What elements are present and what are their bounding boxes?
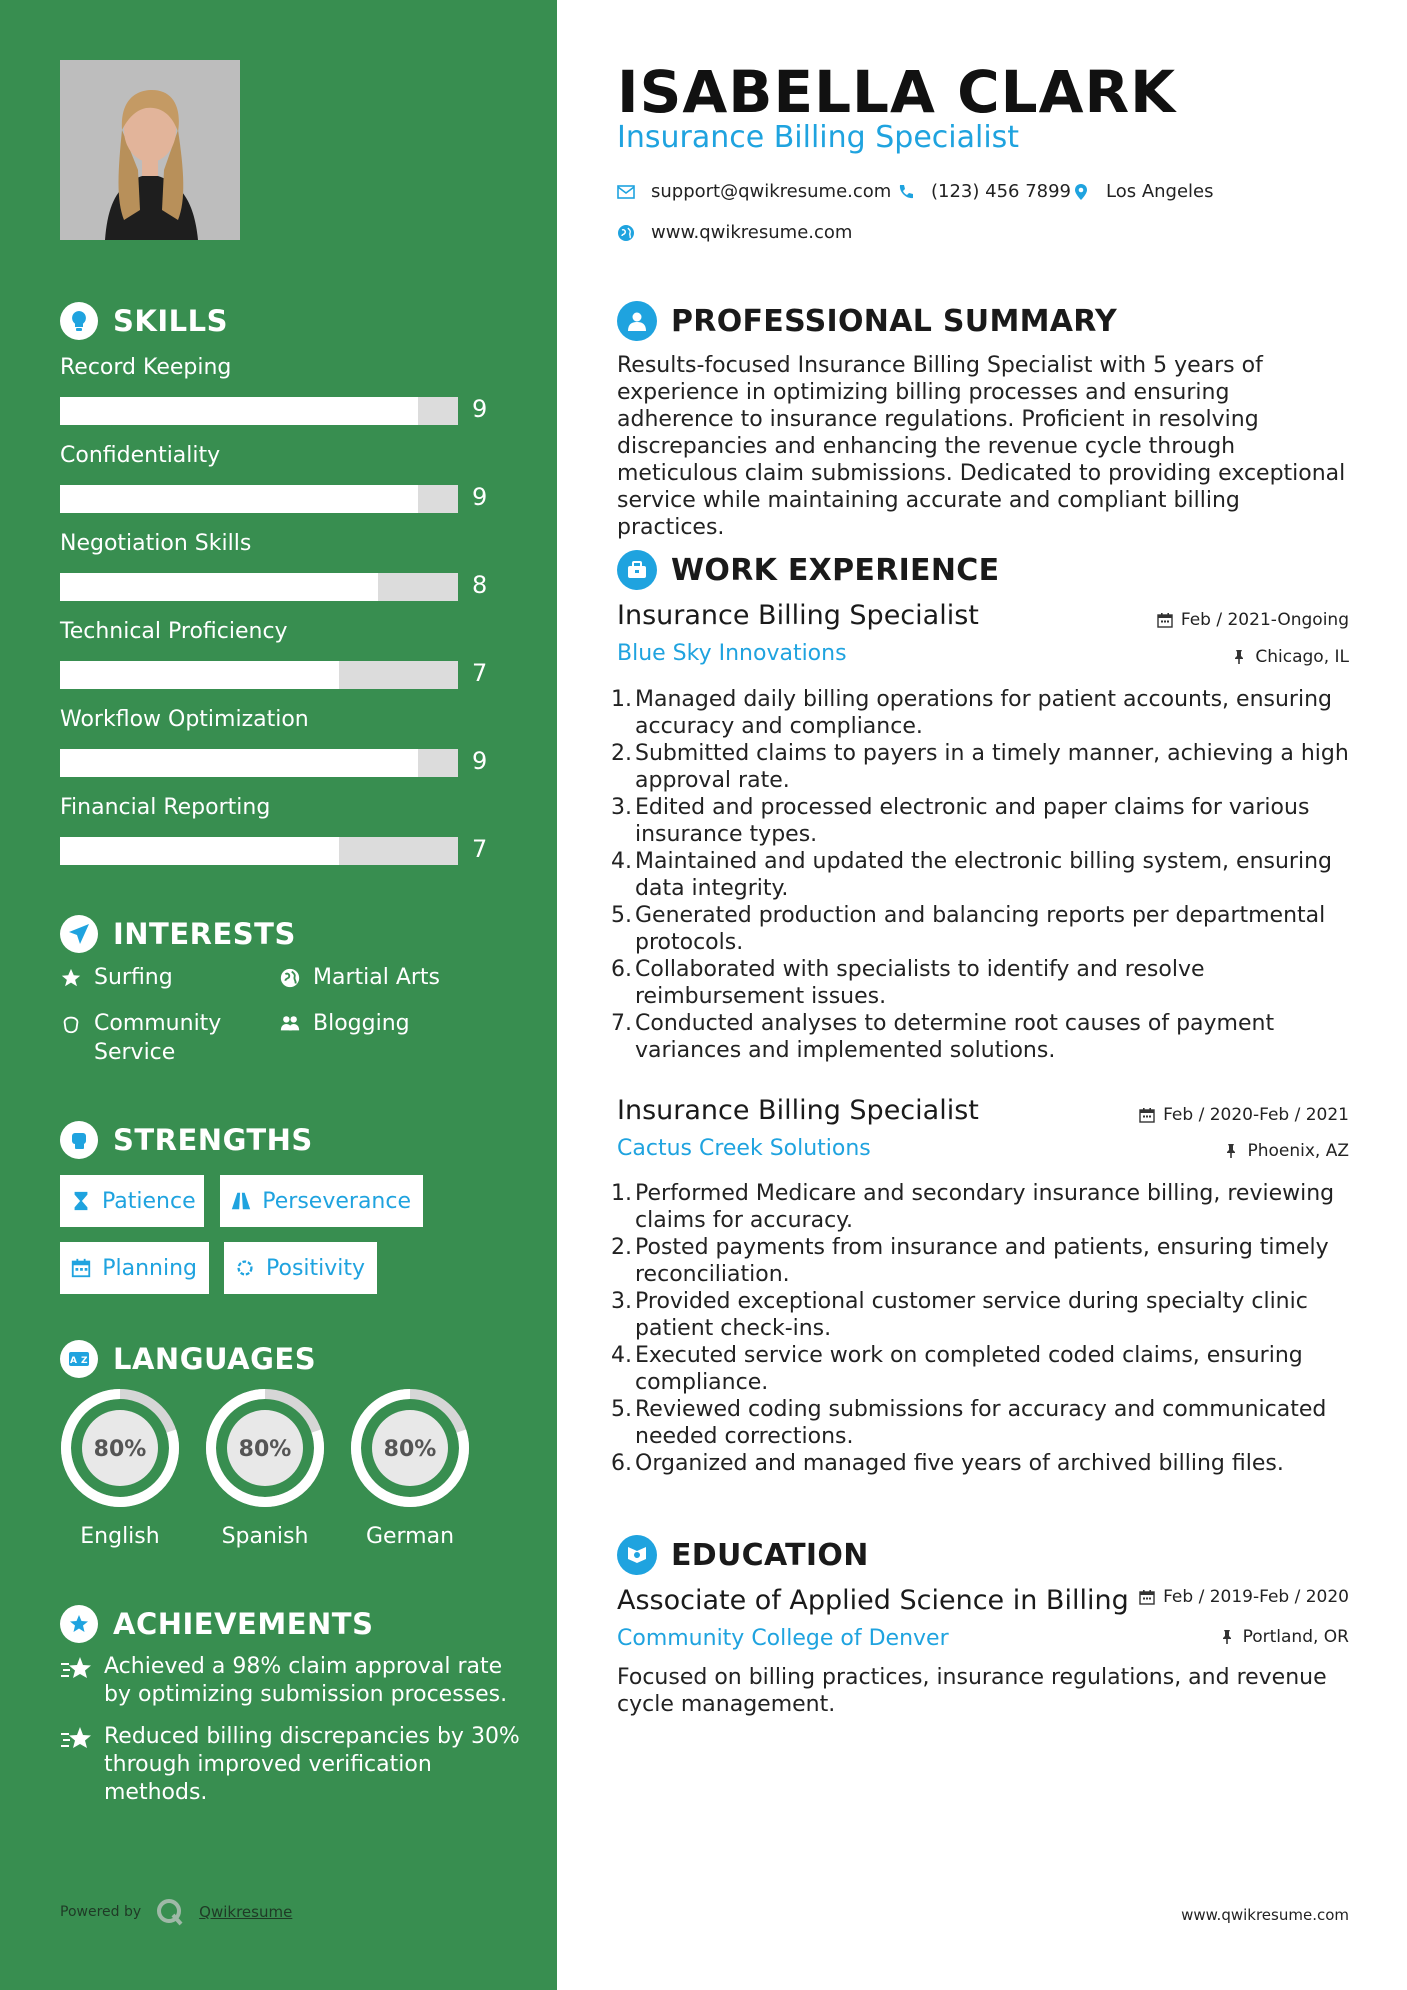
phone-text: (123) 456 7899	[931, 181, 1072, 202]
interest-item	[60, 963, 173, 992]
skill-name: Workflow Optimization	[60, 707, 309, 732]
education-dates-text: Feb / 2019-Feb / 2020	[1163, 1587, 1349, 1607]
skill-bar-fill	[60, 661, 339, 689]
company-name: Cactus Creek Solutions	[617, 1136, 871, 1161]
bullet-text: Performed Medicare and secondary insurance billing, reviewing claims for accuracy.	[635, 1181, 1335, 1233]
language-item	[58, 1386, 182, 1549]
skill-value: 7	[472, 659, 488, 687]
email-contact[interactable]	[617, 181, 891, 202]
envelope-icon	[617, 183, 635, 201]
experience-heading	[617, 550, 999, 590]
job-dates	[1157, 610, 1349, 630]
degree-title: Associate of Applied Science in Billing	[617, 1585, 1129, 1616]
bullet-number: 3.	[611, 1289, 632, 1314]
skill-bar	[60, 573, 458, 601]
job-location-text: Chicago, IL	[1255, 647, 1349, 667]
bullet-number: 2.	[611, 1235, 632, 1260]
translate-icon	[60, 1340, 98, 1378]
skill-bar-fill	[60, 749, 418, 777]
language-item	[203, 1386, 327, 1549]
website-text: www.qwikresume.com	[651, 222, 853, 243]
bullet-number: 7.	[611, 1011, 632, 1036]
skill-bar	[60, 485, 458, 513]
bullet-text: Posted payments from insurance and patients, ensuring timely reconciliation.	[635, 1235, 1329, 1287]
pushpin-icon	[1231, 649, 1247, 665]
school-name: Community College of Denver	[617, 1626, 949, 1651]
skill-item	[60, 705, 500, 775]
powered-by	[60, 1897, 292, 1927]
email-text: support@qwikresume.com	[651, 181, 892, 202]
skill-value: 9	[472, 483, 488, 511]
bullet-text: Maintained and updated the electronic billing system, ensuring data integrity.	[635, 849, 1332, 901]
skill-name: Record Keeping	[60, 355, 232, 380]
bullet-text: Executed service work on completed coded claims, ensuring compliance.	[635, 1343, 1303, 1395]
phone-icon	[897, 183, 915, 201]
job-location	[1231, 647, 1349, 667]
skill-bar	[60, 397, 458, 425]
interests-heading-label: INTERESTS	[113, 917, 296, 951]
strength-chip	[60, 1175, 204, 1227]
interest-item	[279, 1009, 410, 1038]
skills-heading	[60, 301, 228, 341]
language-name: Spanish	[221, 1524, 309, 1549]
calendar-icon	[1139, 1589, 1155, 1605]
sidebar	[0, 0, 557, 1990]
main-content	[611, 0, 1349, 1990]
skill-value: 8	[472, 571, 488, 599]
job-bullet	[611, 956, 1349, 1010]
interest-label: Martial Arts	[313, 965, 441, 990]
strength-chip	[220, 1175, 423, 1227]
job-bullet	[611, 740, 1349, 794]
job-bullet	[611, 1234, 1349, 1288]
summary-heading	[617, 301, 1117, 341]
skill-name: Negotiation Skills	[60, 531, 252, 556]
globe-icon	[617, 224, 635, 242]
skill-value: 9	[472, 747, 488, 775]
job-bullet	[611, 1180, 1349, 1234]
skill-bar-fill	[60, 837, 339, 865]
lightbulb-icon	[60, 302, 98, 340]
education-dates	[1139, 1587, 1349, 1607]
users-icon	[279, 1009, 303, 1038]
education-heading-label: EDUCATION	[671, 1537, 869, 1573]
company-name: Blue Sky Innovations	[617, 641, 847, 666]
interest-label: Blogging	[313, 1011, 410, 1036]
job-bullet	[611, 1450, 1349, 1477]
job-location-text: Phoenix, AZ	[1247, 1141, 1349, 1161]
bullet-number: 4.	[611, 1343, 632, 1368]
bullet-number: 1.	[611, 1181, 632, 1206]
skill-name: Confidentiality	[60, 443, 221, 468]
job-bullet	[611, 848, 1349, 902]
svg-text:A Z: A Z	[69, 1356, 89, 1366]
skill-bar-fill	[60, 573, 378, 601]
globe-icon	[279, 963, 303, 992]
bullet-text: Managed daily billing operations for patient accounts, ensuring accuracy and compliance.	[635, 687, 1332, 739]
job-dates-text: Feb / 2020-Feb / 2021	[1163, 1105, 1349, 1125]
strengths-heading	[60, 1120, 313, 1160]
achievement-item	[60, 1653, 520, 1709]
skill-value: 7	[472, 835, 488, 863]
skills-heading-label: SKILLS	[113, 304, 228, 338]
hand-icon	[60, 1009, 84, 1038]
bullet-number: 1.	[611, 687, 632, 712]
user-icon	[617, 301, 657, 341]
strength-chip	[224, 1242, 377, 1294]
job-title: Insurance Billing Specialist	[617, 1095, 979, 1126]
job-bullet	[611, 1288, 1349, 1342]
strength-label: Positivity	[266, 1255, 366, 1281]
profile-photo	[60, 60, 240, 240]
skill-item	[60, 793, 500, 863]
shooting-star-icon	[60, 1723, 94, 1807]
bullet-text: Edited and processed electronic and paper claims for various insurance types.	[635, 795, 1310, 847]
skill-name: Financial Reporting	[60, 795, 271, 820]
interest-item	[60, 1009, 221, 1067]
skill-bar	[60, 837, 458, 865]
job-bullets	[611, 1180, 1349, 1477]
experience-heading-label: WORK EXPERIENCE	[671, 552, 1000, 588]
strength-label: Perseverance	[262, 1188, 411, 1214]
job-title: Insurance Billing Specialist	[617, 600, 979, 631]
bullet-number: 3.	[611, 795, 632, 820]
interest-label: Surfing	[94, 965, 173, 990]
language-percent: 80%	[238, 1437, 292, 1462]
candidate-title: Insurance Billing Specialist	[617, 120, 1020, 155]
hourglass-icon	[70, 1188, 92, 1214]
bullet-number: 5.	[611, 903, 632, 928]
achievement-item	[60, 1723, 520, 1807]
languages-heading-label: LANGUAGES	[113, 1342, 317, 1376]
language-percent: 80%	[93, 1437, 147, 1462]
candidate-name: ISABELLA CLARK	[617, 58, 1177, 126]
skill-item	[60, 441, 500, 511]
calendar-icon	[1139, 1107, 1155, 1123]
star-icon	[60, 963, 84, 992]
skill-name: Technical Proficiency	[60, 619, 288, 644]
strength-label: Patience	[102, 1188, 196, 1214]
bullet-text: Provided exceptional customer service during specialty clinic patient check-ins.	[635, 1289, 1308, 1341]
bullet-number: 5.	[611, 1397, 632, 1422]
bullet-text: Collaborated with specialists to identify and resolve reimbursement issues.	[635, 957, 1205, 1009]
language-ring	[58, 1386, 182, 1510]
languages-heading	[60, 1339, 316, 1379]
education-location	[1219, 1627, 1349, 1647]
shooting-star-icon	[60, 1653, 94, 1709]
bullet-number: 4.	[611, 849, 632, 874]
achievements-heading-label: ACHIEVEMENTS	[113, 1607, 374, 1641]
summary-heading-label: PROFESSIONAL SUMMARY	[671, 303, 1118, 339]
skill-bar	[60, 749, 458, 777]
map-pin-icon	[1072, 183, 1090, 201]
pushpin-icon	[1223, 1143, 1239, 1159]
job-bullet	[611, 794, 1349, 848]
road-icon	[230, 1188, 252, 1214]
bullet-number: 6.	[611, 957, 632, 982]
bullet-number: 2.	[611, 741, 632, 766]
pushpin-icon	[1219, 1629, 1235, 1645]
fist-icon	[60, 1121, 98, 1159]
education-description: Focused on billing practices, insurance regulations, and revenue cycle management.	[617, 1665, 1327, 1717]
website-contact[interactable]	[617, 222, 852, 243]
qwikresume-logo-icon	[155, 1897, 185, 1927]
job-bullets	[611, 686, 1349, 1064]
education-heading	[617, 1535, 869, 1575]
powered-prefix: Powered by	[60, 1904, 142, 1920]
skill-value: 9	[472, 395, 488, 423]
strengths-heading-label: STRENGTHS	[113, 1123, 313, 1157]
strength-label: Planning	[102, 1255, 197, 1281]
job-dates	[1139, 1105, 1349, 1125]
interest-item	[279, 963, 440, 992]
qwikresume-link[interactable]: Qwikresume	[199, 1903, 293, 1921]
job-bullet	[611, 1010, 1349, 1064]
location-text: Los Angeles	[1106, 181, 1214, 202]
summary-text: Results-focused Insurance Billing Specialist with 5 years of experience in optimizing billing processes and ensuring adherence to insurance regulations. Proficient in resolving discrepancies and enhancing the revenue cycle through meticulous claim submissions. Dedicated to providing exceptional service while maintaining accurate and compliant billing practices.	[617, 353, 1346, 540]
interest-label: Community Service	[94, 1011, 222, 1065]
job-bullet	[611, 1342, 1349, 1396]
language-percent: 80%	[383, 1437, 437, 1462]
job-dates-text: Feb / 2021-Ongoing	[1180, 610, 1349, 630]
language-name: English	[80, 1524, 160, 1549]
job-location	[1223, 1141, 1349, 1161]
language-ring	[203, 1386, 327, 1510]
bullet-text: Submitted claims to payers in a timely manner, achieving a high approval rate.	[635, 741, 1349, 793]
skill-item	[60, 617, 500, 687]
achievement-text: Reduced billing discrepancies by 30% through improved verification methods.	[104, 1724, 520, 1805]
footer-url[interactable]: www.qwikresume.com	[1181, 1906, 1349, 1924]
language-ring	[348, 1386, 472, 1510]
skill-item	[60, 353, 500, 423]
paper-plane-icon	[60, 915, 98, 953]
language-item	[348, 1386, 472, 1549]
skill-item	[60, 529, 500, 599]
job-bullet	[611, 1396, 1349, 1450]
education-location-text: Portland, OR	[1242, 1627, 1349, 1647]
job-bullet	[611, 686, 1349, 740]
bullet-text: Reviewed coding submissions for accuracy and communicated needed corrections.	[635, 1397, 1327, 1449]
interests-heading	[60, 914, 296, 954]
bullet-text: Generated production and balancing reports per departmental protocols.	[635, 903, 1326, 955]
graduate-icon	[617, 1535, 657, 1575]
strength-chip	[60, 1242, 209, 1294]
achievements-heading	[60, 1604, 373, 1644]
briefcase-icon	[617, 550, 657, 590]
achievement-text: Achieved a 98% claim approval rate by optimizing submission processes.	[104, 1654, 508, 1707]
job-bullet	[611, 902, 1349, 956]
bullet-text: Conducted analyses to determine root causes of payment variances and implemented solutions.	[635, 1011, 1275, 1063]
phone-contact[interactable]	[897, 181, 1071, 202]
calendar-icon	[70, 1255, 92, 1281]
skill-bar-fill	[60, 485, 418, 513]
bullet-text: Organized and managed five years of archived billing files.	[635, 1451, 1284, 1476]
location-contact	[1072, 181, 1214, 202]
star-badge-icon	[60, 1605, 98, 1643]
sun-icon	[234, 1255, 256, 1281]
language-name: German	[365, 1524, 455, 1549]
skill-bar-fill	[60, 397, 418, 425]
calendar-icon	[1157, 612, 1173, 628]
skill-bar	[60, 661, 458, 689]
bullet-number: 6.	[611, 1451, 632, 1476]
